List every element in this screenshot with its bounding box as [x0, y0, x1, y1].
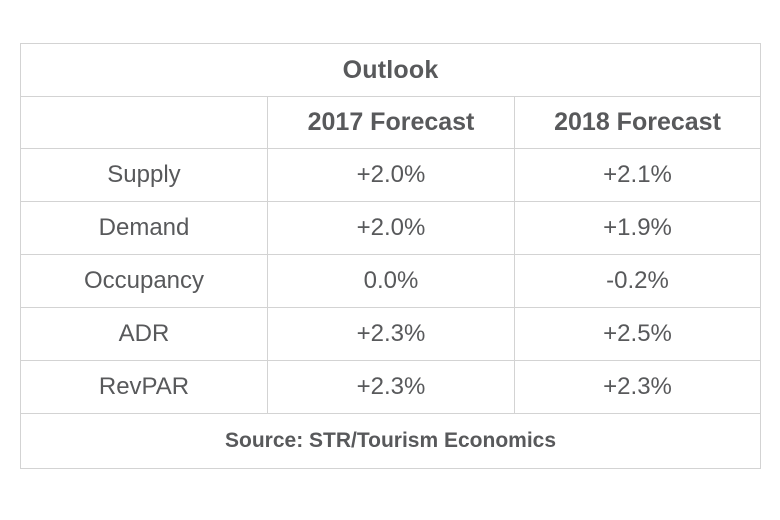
- row-label-demand: Demand: [21, 202, 268, 255]
- cell-adr-2018: +2.5%: [515, 308, 761, 361]
- source-note: Source: STR/Tourism Economics: [21, 414, 761, 469]
- table-title: Outlook: [21, 44, 761, 97]
- cell-occupancy-2018: -0.2%: [515, 255, 761, 308]
- cell-supply-2018: +2.1%: [515, 149, 761, 202]
- row-label-adr: ADR: [21, 308, 268, 361]
- table-source-row: [21, 414, 761, 469]
- outlook-table: [20, 43, 761, 469]
- row-label-occupancy: Occupancy: [21, 255, 268, 308]
- table-title-row: [21, 44, 761, 97]
- column-header-2018: 2018 Forecast: [515, 97, 761, 149]
- outlook-table-container: [20, 43, 760, 469]
- table-row: [21, 255, 761, 308]
- cell-revpar-2018: +2.3%: [515, 361, 761, 414]
- cell-revpar-2017: +2.3%: [268, 361, 515, 414]
- cell-adr-2017: +2.3%: [268, 308, 515, 361]
- table-row: [21, 361, 761, 414]
- cell-demand-2017: +2.0%: [268, 202, 515, 255]
- table-row: [21, 202, 761, 255]
- cell-demand-2018: +1.9%: [515, 202, 761, 255]
- row-label-revpar: RevPAR: [21, 361, 268, 414]
- cell-occupancy-2017: 0.0%: [268, 255, 515, 308]
- table-header-row: [21, 97, 761, 149]
- table-row: [21, 308, 761, 361]
- column-header-2017: 2017 Forecast: [268, 97, 515, 149]
- cell-supply-2017: +2.0%: [268, 149, 515, 202]
- table-row: [21, 149, 761, 202]
- row-label-supply: Supply: [21, 149, 268, 202]
- column-header-blank: [21, 97, 268, 149]
